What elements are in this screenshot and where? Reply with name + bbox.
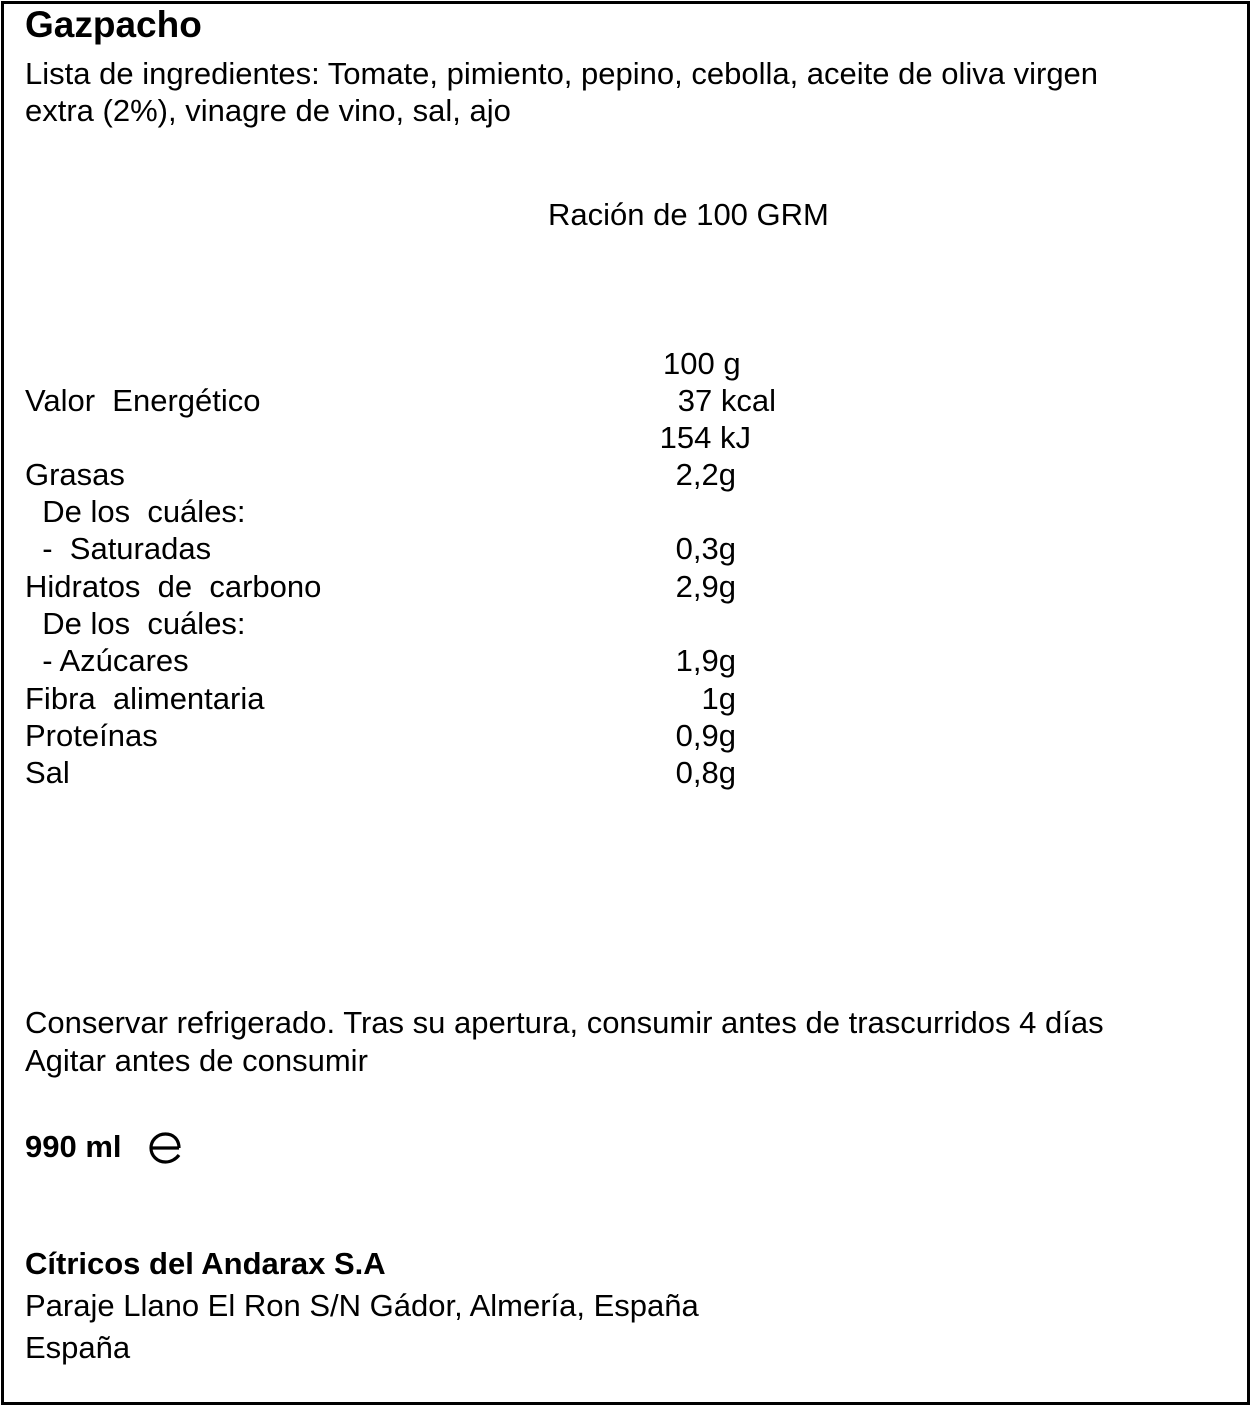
company-country: España	[25, 1330, 131, 1365]
nutrition-value-sugars: 1,9g	[675, 643, 736, 678]
nutrition-label-protein: Proteínas	[25, 718, 158, 753]
nutrition-value-saturated: 0,3g	[675, 531, 736, 566]
shake-instructions: Agitar antes de consumir	[25, 1043, 368, 1078]
estimated-sign-icon	[146, 1128, 186, 1168]
nutrition-value-carbohydrates: 2,9g	[675, 569, 736, 604]
nutrition-label-sugars: - Azúcares	[25, 643, 189, 678]
nutrition-label-of-which-fat: De los cuáles:	[25, 494, 246, 529]
nutrition-label-of-which-carbs: De los cuáles:	[25, 606, 246, 641]
nutrition-label-fat: Grasas	[25, 457, 125, 492]
nutrition-value-salt: 0,8g	[675, 755, 736, 790]
nutrition-label-fibre: Fibra alimentaria	[25, 681, 265, 716]
nutrition-value-fat: 2,2g	[675, 457, 736, 492]
nutrition-label-energy: Valor Energético	[25, 383, 261, 418]
serving-header: Ración de 100 GRM	[548, 197, 829, 232]
company-address: Paraje Llano El Ron S/N Gádor, Almería, España	[25, 1288, 699, 1323]
product-name: Gazpacho	[25, 4, 202, 45]
ingredients-line-2: extra (2%), vinagre de vino, sal, ajo	[25, 93, 511, 128]
nutrition-value-kj: 154 kJ	[659, 420, 751, 455]
column-header: 100 g	[663, 346, 741, 381]
nutrition-value-kcal: 37 kcal	[677, 383, 776, 418]
ingredients-line-1: Lista de ingredientes: Tomate, pimiento, pepino, cebolla, aceite de oliva virgen	[25, 56, 1099, 91]
nutrition-label-saturated: - Saturadas	[25, 531, 212, 566]
company-name: Cítricos del Andarax S.A	[25, 1246, 386, 1281]
nutrition-value-protein: 0,9g	[675, 718, 736, 753]
nutrition-label-carbohydrates: Hidratos de carbono	[25, 569, 322, 604]
storage-instructions: Conservar refrigerado. Tras su apertura, consumir antes de trascurridos 4 días	[25, 1005, 1104, 1040]
nutrition-value-fibre: 1g	[701, 681, 736, 716]
net-quantity: 990 ml	[25, 1129, 122, 1164]
nutrition-label-salt: Sal	[25, 755, 70, 790]
